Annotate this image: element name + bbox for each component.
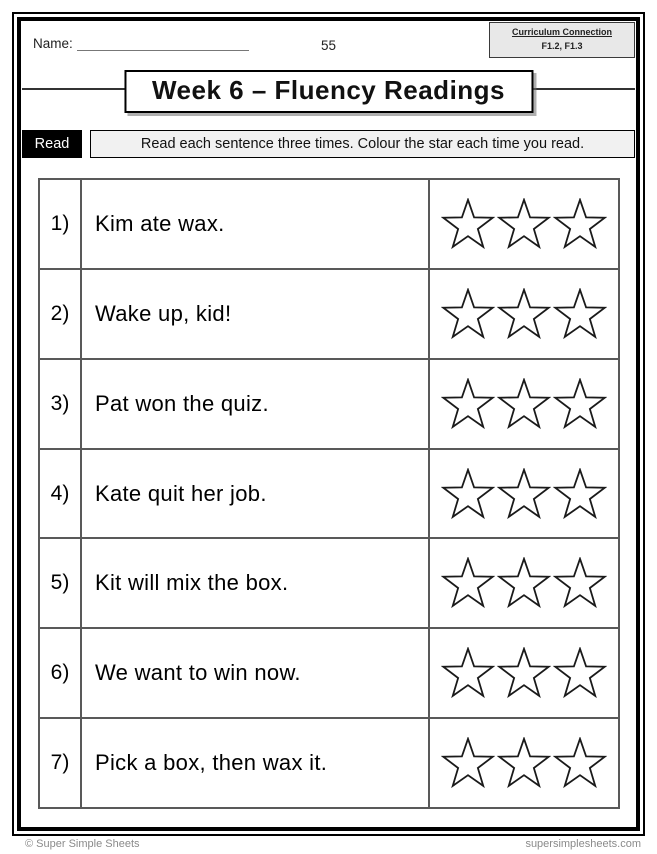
row-number: 3) <box>40 360 82 448</box>
curriculum-connection-title: Curriculum Connection <box>511 27 612 37</box>
row-stars <box>430 270 618 358</box>
star-icon[interactable] <box>553 288 607 340</box>
row-number: 2) <box>40 270 82 358</box>
star-icon[interactable] <box>441 557 495 609</box>
worksheet-table <box>38 178 620 809</box>
star-icon[interactable] <box>553 647 607 699</box>
row-stars <box>430 539 618 627</box>
star-icon[interactable] <box>441 198 495 250</box>
star-icon[interactable] <box>441 468 495 520</box>
star-icon[interactable] <box>497 288 551 340</box>
row-stars <box>430 450 618 538</box>
row-sentence: Kit will mix the box. <box>82 539 430 627</box>
star-icon[interactable] <box>441 647 495 699</box>
curriculum-connection-codes: F1.2, F1.3 <box>541 40 583 51</box>
row-number: 7) <box>40 719 82 807</box>
star-icon[interactable] <box>441 288 495 340</box>
star-icon[interactable] <box>497 557 551 609</box>
page-title: Week 6 – Fluency Readings <box>124 70 533 113</box>
table-row <box>40 450 618 540</box>
table-row <box>40 719 618 807</box>
instruction-text: Read each sentence three times. Colour the star each time you read. <box>90 130 635 158</box>
star-icon[interactable] <box>497 468 551 520</box>
row-sentence: Kim ate wax. <box>82 180 430 268</box>
table-row <box>40 539 618 629</box>
row-stars <box>430 629 618 717</box>
row-stars <box>430 180 618 268</box>
star-icon[interactable] <box>553 198 607 250</box>
star-icon[interactable] <box>553 468 607 520</box>
row-sentence: We want to win now. <box>82 629 430 717</box>
footer-copyright: © Super Simple Sheets <box>25 838 140 850</box>
row-number: 1) <box>40 180 82 268</box>
row-number: 5) <box>40 539 82 627</box>
star-icon[interactable] <box>553 737 607 789</box>
star-icon[interactable] <box>441 378 495 430</box>
star-icon[interactable] <box>497 378 551 430</box>
row-number: 6) <box>40 629 82 717</box>
table-row <box>40 180 618 270</box>
star-icon[interactable] <box>497 198 551 250</box>
table-row <box>40 629 618 719</box>
table-row <box>40 270 618 360</box>
row-sentence: Pick a box, then wax it. <box>82 719 430 807</box>
row-number: 4) <box>40 450 82 538</box>
star-icon[interactable] <box>497 647 551 699</box>
star-icon[interactable] <box>553 557 607 609</box>
read-tag: Read <box>22 130 82 158</box>
star-icon[interactable] <box>497 737 551 789</box>
name-label: Name: <box>33 36 73 51</box>
page-number: 55 <box>320 38 337 53</box>
star-icon[interactable] <box>553 378 607 430</box>
row-sentence: Kate quit her job. <box>82 450 430 538</box>
row-sentence: Wake up, kid! <box>82 270 430 358</box>
footer-website[interactable]: supersimplesheets.com <box>525 838 641 850</box>
row-sentence: Pat won the quiz. <box>82 360 430 448</box>
row-stars <box>430 360 618 448</box>
table-row <box>40 360 618 450</box>
star-icon[interactable] <box>441 737 495 789</box>
row-stars <box>430 719 618 807</box>
curriculum-connection-box <box>489 22 635 58</box>
